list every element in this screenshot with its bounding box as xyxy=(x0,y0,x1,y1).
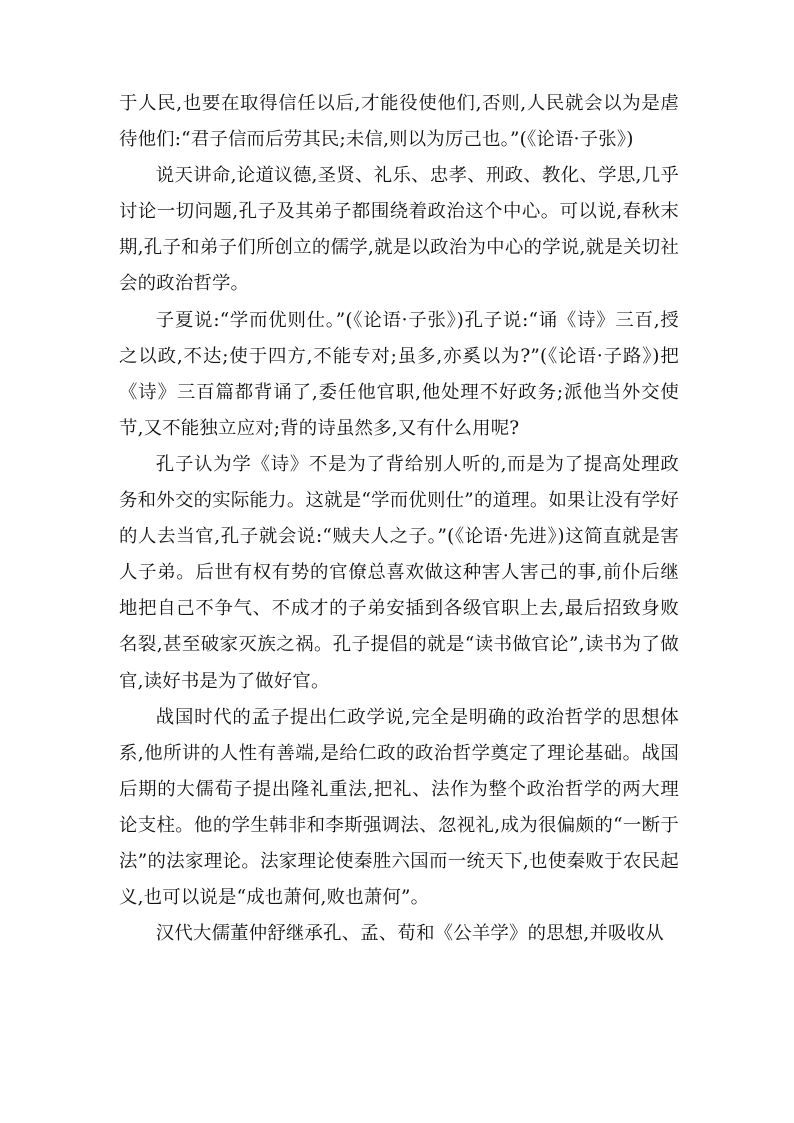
paragraph-2: 说天讲命,论道议德,圣贤、礼乐、忠孝、刑政、教化、学思,几乎讨论一切问题,孔子及其弟子都围绕着政治这个中心。可以说,春秋末期,孔子和弟子们所创立的儒学,就是以政治为中心的学说,就是关切社会的政治哲学。 xyxy=(119,165,679,295)
paragraph-1: 于人民,也要在取得信任以后,才能役使他们,否则,人民就会以为是虐待他们:“君子信而后劳其民;未信,则以为厉己也。”(《论语·子张》) xyxy=(119,93,679,151)
paragraph-6: 汉代大儒董仲舒继承孔、孟、荀和《公羊学》的思想,并吸收从 xyxy=(155,923,664,945)
paragraph-5: 战国时代的孟子提出仁政学说,完全是明确的政治哲学的思想体系,他所讲的人性有善端,是给仁政的政治哲学奠定了理论基础。战国后期的大儒荀子提出隆礼重法,把礼、法作为整个政治哲学的两大理论支柱。他的学生韩非和李斯强调法、忽视礼,成为很偏颇的“一断于法”的法家理论。法家理论使秦胜六国而一统天下,也使秦败于农民起义,也可以说是“成也萧何,败也萧何”。 xyxy=(119,706,679,909)
paragraph-4: 孔子认为学《诗》不是为了背给别人听的,而是为了提高处理政务和外交的实际能力。这就是“学而优则仕”的道理。如果让没有学好的人去当官,孔子就会说:“贼夫人之子。”(《论语·先进》)这简直就是害人子弟。后世有权有势的官僚总喜欢做这种害人害己的事,前仆后继地把自己不争气、不成才的子弟安插到各级官职上去,最后招致身败名裂,甚至破家灭族之祸。孔子提倡的就是“读书做官论”,读书为了做官,读好书是为了做好官。 xyxy=(119,453,679,692)
body-text xyxy=(119,86,679,952)
paragraph-3: 子夏说:“学而优则仕。”(《论语·子张》)孔子说:“诵《诗》三百,授之以政,不达;使于四方,不能专对;虽多,亦奚以为?”(《论语·子路》)把《诗》三百篇都背诵了,委任他官职,他处理不好政务;派他当外交使节,又不能独立应对;背的诗虽然多,又有什么用呢? xyxy=(119,309,679,439)
